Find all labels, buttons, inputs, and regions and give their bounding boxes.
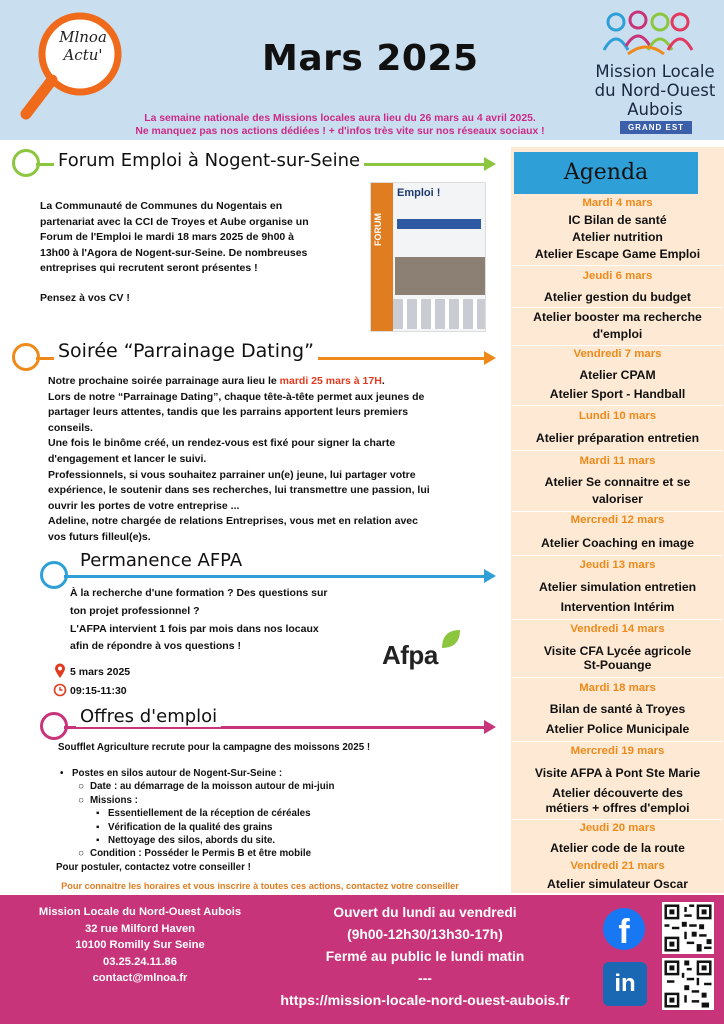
agenda-item: Atelier préparation entretien: [535, 431, 700, 445]
agenda-date: Vendredi 14 mars: [570, 623, 665, 635]
agenda-title: Agenda: [514, 152, 698, 194]
agenda-date: Mercredi 12 mars: [570, 514, 665, 526]
parrainage-line: d'engagement et lancer le suivi.: [48, 452, 207, 465]
parrainage-paragraph: [48, 374, 488, 546]
agenda-item: Atelier Escape Game Emploi: [534, 247, 701, 261]
agenda-date: Jeudi 6 mars: [582, 270, 653, 282]
agenda-item: St-Pouange: [583, 658, 652, 672]
parrainage-intro-end: .: [381, 375, 385, 387]
list-item: ○ Condition : Posséder le Permis B et être mobile: [78, 848, 312, 860]
list-item: ○ Missions :: [78, 794, 138, 806]
agenda-item: d'emploi: [592, 327, 643, 341]
flyer-partner-logos: [393, 299, 485, 329]
forum-closing: Pensez à vos CV !: [40, 291, 130, 304]
parrainage-line: Adeline, notre chargée de relations Entreprises, vous met en relation avec: [48, 515, 418, 528]
linkedin-glyph: in: [614, 970, 636, 997]
offres-bullet-list: [58, 767, 478, 874]
facebook-qr-code-icon: [662, 902, 714, 954]
list-item: ○ Date : au démarrage de la moisson autour de mi-juin: [78, 781, 335, 793]
announcement-line2: Ne manquez pas nos actions dédiées ! + d'infos très vite sur nos réseaux sociaux !: [135, 126, 545, 137]
agenda-item: Visite CFA Lycée agricole: [543, 644, 692, 658]
agenda-divider: [512, 307, 723, 308]
org-region-badge: GRAND EST: [620, 121, 692, 134]
agenda-item: valoriser: [592, 492, 643, 506]
footer-hours-line: Fermé au public le lundi matin: [325, 949, 525, 964]
flyer-photo: [395, 257, 485, 295]
parrainage-intro-text: Notre prochaine soirée parrainage aura lieu le: [48, 375, 280, 387]
afpa-arrow-tip-icon: [484, 569, 496, 583]
parrainage-line: ouvrir les portes de votre entreprise ...: [48, 499, 240, 512]
offres-bullet-text: Postes en silos autour de Nogent-Sur-Seine :: [72, 768, 283, 779]
agenda-date: Vendredi 7 mars: [573, 348, 662, 360]
org-name-line2: du Nord-Ouest Aubois: [594, 81, 716, 119]
agenda-item: Atelier simulateur Oscar: [547, 877, 688, 891]
agenda-divider: [512, 819, 723, 820]
list-item: ▪ Essentiellement de la réception de céréales: [96, 808, 311, 820]
forum-line: 13h00 à l'Agora de Nogent-sur-Seine. De nombreuses: [40, 246, 308, 259]
footer-city: 10100 Romilly Sur Seine: [75, 939, 205, 952]
agenda-divider: [512, 511, 723, 512]
logo-text: [48, 28, 118, 64]
offres-mission-text: Vérification de la qualité des grains: [108, 821, 273, 833]
parrainage-line: conseils.: [48, 421, 93, 434]
afpa-line: afin de répondre à vos questions !: [70, 640, 241, 653]
offres-heading: Offres d'emploi: [76, 706, 221, 727]
agenda-item: Atelier Coaching en image: [540, 536, 695, 550]
afpa-line: L'AFPA intervient 1 fois par mois dans nos locaux: [70, 622, 319, 635]
agenda-item: Intervention Intérim: [560, 600, 675, 614]
agenda-item: métiers + offres d'emploi: [545, 801, 690, 815]
agenda-item: Atelier gestion du budget: [544, 290, 691, 304]
afpa-date: 5 mars 2025: [70, 666, 131, 678]
agenda-item: Atelier nutrition: [572, 230, 663, 244]
forum-line: partenariat avec la CCI de Troyes et Aube organise un: [40, 215, 309, 228]
parrainage-line: expérience, le soutenir dans ses recherches, lui transmettre une passion, lui: [48, 484, 430, 497]
footer-note: Pour connaitre les horaires et vous inscrire à toutes ces actions, contactez votre conseiller: [61, 881, 459, 891]
org-logo-name: [588, 62, 722, 119]
agenda-item: Atelier CPAM: [579, 368, 656, 382]
agenda-divider: [512, 345, 723, 346]
forum-line: Forum de l'Emploi le mardi 18 mars 2025 de 9h00 à: [40, 231, 295, 244]
offres-mission-text: Essentiellement de la réception de céréales: [108, 808, 311, 820]
agenda-divider: [512, 405, 723, 406]
afpa-arrow-line: [64, 575, 486, 578]
parrainage-line: Une fois le binôme créé, un rendez-vous est fixé pour signer la charte: [48, 437, 396, 450]
flyer-date-bar: [397, 219, 481, 229]
agenda-item: Bilan de santé à Troyes: [549, 702, 686, 716]
forum-paragraph: [40, 199, 370, 307]
facebook-glyph: f: [618, 913, 630, 951]
afpa-logo: [382, 628, 466, 670]
announcement-line1: La semaine nationale des Missions locales aura lieu du 26 mars au 4 avril 2025.: [144, 113, 536, 124]
forum-line: La Communauté de Communes du Nogentais en: [40, 200, 283, 212]
forum-heading: Forum Emploi à Nogent-sur-Seine: [54, 150, 364, 171]
agenda-item: Atelier Sport - Handball: [549, 387, 686, 401]
offres-missions-label: Missions :: [90, 794, 138, 806]
linkedin-icon[interactable]: [603, 962, 647, 1006]
afpa-logo-text: Afpa: [382, 640, 438, 670]
footer-hours: [225, 902, 625, 1012]
parrainage-line: Lors de notre “Parrainage Dating”, chaque tête-à-tête permet aux jeunes de: [48, 390, 425, 403]
agenda-divider: [512, 677, 723, 678]
forum-flyer-image: [370, 182, 486, 332]
linkedin-qr-code-icon: [662, 958, 714, 1010]
offres-date-text: Date : au démarrage de la moisson autour de mi-juin: [90, 781, 335, 793]
agenda-item: Visite AFPA à Pont Ste Marie: [534, 766, 701, 780]
agenda-divider: [512, 450, 723, 451]
parrainage-line: vos futurs filleul(e)s.: [48, 530, 151, 543]
parrainage-heading: Soirée “Parrainage Dating”: [54, 340, 318, 362]
announcement: [96, 112, 584, 138]
afpa-heading: Permanence AFPA: [76, 550, 246, 571]
footer-hours-line: Ouvert du lundi au vendredi: [333, 905, 517, 920]
flyer-band-text: FORUM: [373, 213, 383, 246]
page-title: Mars 2025: [262, 38, 479, 79]
footer-street: 32 rue Milford Haven: [84, 922, 196, 935]
agenda-item: Atelier code de la route: [550, 841, 685, 855]
agenda-item: Atelier Police Municipale: [545, 722, 690, 736]
agenda-date: Lundi 10 mars: [578, 410, 657, 422]
list-item: • Postes en silos autour de Nogent-Sur-Seine :: [60, 768, 283, 779]
agenda-date: Mardi 4 mars: [582, 197, 653, 209]
list-item: ▪ Vérification de la qualité des grains: [96, 821, 273, 833]
afpa-line: ton projet professionnel ?: [70, 604, 200, 617]
parrainage-date-highlight: mardi 25 mars à 17H: [279, 375, 382, 387]
agenda-item: IC Bilan de santé: [568, 213, 667, 227]
afpa-time: 09:15-11:30: [70, 685, 127, 697]
agenda-divider: [512, 555, 723, 556]
agenda-item: Atelier Se connaitre et se: [544, 475, 691, 489]
agenda-date: Mardi 11 mars: [579, 455, 656, 467]
parrainage-intro: [48, 374, 488, 390]
agenda-date: Mercredi 19 mars: [570, 745, 665, 757]
forum-line: entreprises qui recrutent seront présentes !: [40, 262, 258, 275]
agenda-item: Atelier découverte des: [552, 786, 683, 800]
offres-arrow-tip-icon: [484, 720, 496, 734]
offres-apply-text: Pour postuler, contactez votre conseiller !: [56, 861, 251, 873]
agenda-date: Mardi 18 mars: [579, 682, 656, 694]
agenda-item: Atelier simulation entretien: [538, 580, 697, 594]
agenda-divider: [512, 619, 723, 620]
afpa-paragraph: [70, 585, 370, 656]
parrainage-arrow-tip-icon: [484, 351, 496, 365]
agenda-divider: [512, 741, 723, 742]
flyer-band: [371, 183, 393, 331]
list-item: ▪ Nettoyage des silos, abords du site.: [96, 835, 276, 847]
forum-arrow-tip-icon: [484, 157, 496, 171]
mission-locale-people-icon: [598, 10, 694, 62]
logo-text-line1: Mlnoa: [59, 28, 107, 46]
offres-mission-text: Nettoyage des silos, abords du site.: [108, 835, 276, 847]
footer-separator: ---: [418, 971, 432, 986]
afpa-leaf-icon: [440, 628, 462, 650]
footer-phone[interactable]: 03.25.24.11.86: [102, 955, 178, 968]
location-pin-icon: [54, 663, 66, 679]
clock-icon: [53, 683, 67, 697]
org-name-line1: Mission Locale: [595, 62, 715, 81]
afpa-line: À la recherche d'une formation ? Des questions sur: [70, 587, 328, 599]
footer-org: Mission Locale du Nord-Ouest Aubois: [38, 906, 242, 918]
footer-hours-line: (9h00-12h30/13h30-17h): [347, 927, 503, 942]
offres-condition-text: Condition : Posséder le Permis B et être mobile: [90, 848, 312, 860]
agenda-date: Jeudi 20 mars: [579, 822, 656, 834]
agenda-divider: [512, 265, 723, 266]
parrainage-line: Professionnels, si vous souhaitez parrainer un(e) jeune, lui partager votre: [48, 468, 416, 481]
footer-website-link[interactable]: https://mission-locale-nord-ouest-aubois.fr: [280, 993, 570, 1009]
logo-text-line2: Actu': [63, 46, 103, 64]
agenda-item: Atelier booster ma recherche: [533, 310, 702, 324]
flyer-heading: Emploi !: [397, 187, 441, 199]
agenda-date: Vendredi 21 mars: [570, 860, 665, 872]
facebook-icon[interactable]: [603, 908, 645, 950]
offres-intro: Soufflet Agriculture recrute pour la campagne des moissons 2025 !: [58, 742, 371, 753]
parrainage-line: partager leurs attentes, tandis que les parrains apportent leurs premiers: [48, 406, 409, 419]
footer-email-link[interactable]: contact@mlnoa.fr: [92, 972, 188, 985]
agenda-date: Jeudi 13 mars: [579, 559, 656, 571]
header-banner: [0, 0, 724, 140]
